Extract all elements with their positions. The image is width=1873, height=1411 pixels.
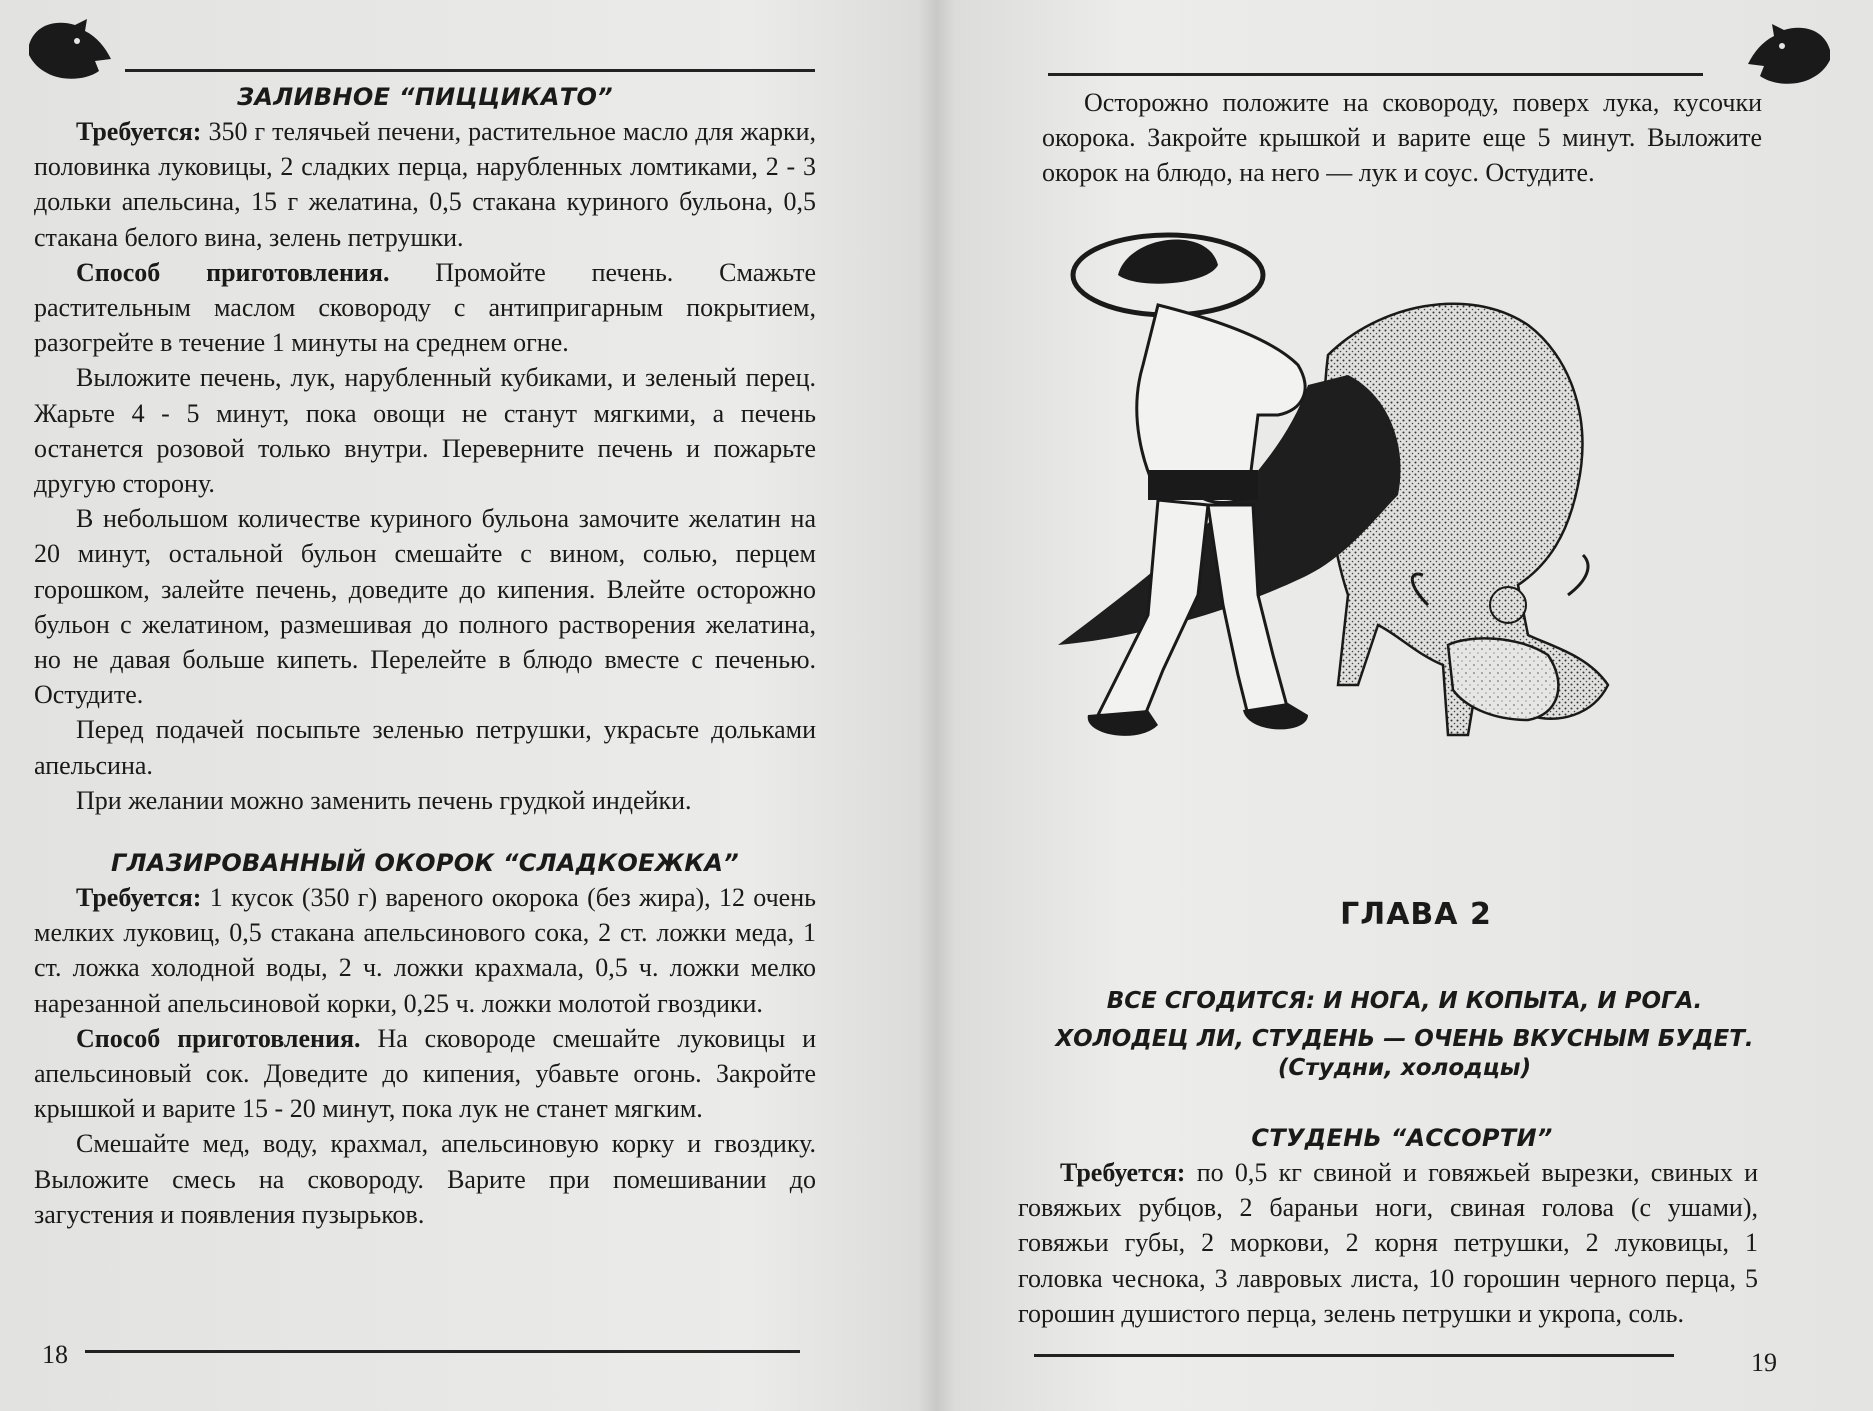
chapter-title-line: ХОЛОДЕЦ ЛИ, СТУДЕНЬ — ОЧЕНЬ ВКУСНЫМ БУДЕТ. [1055, 1026, 1754, 1052]
chapter-title [936, 982, 1873, 1058]
boar-head-icon [25, 15, 115, 85]
left-text-column [34, 80, 816, 1232]
ingredients-paragraph: Требуется: 1 кусок (350 г) вареного окорока (без жира), 12 очень мелких луковиц, 0,5 стакана апельсинового сока, 2 ст. ложки меда, 1 ст. ложка холодной воды, 2 ч. ложки крахмала, 0,5 ч. ложки мелко нарезанной апельсиновой корки, 0,25 ч. ложки молотой гвоздики. [34, 883, 816, 1018]
ingredients-paragraph: Требуется: по 0,5 кг свиной и говяжьей вырезки, свиных и говяжьих рубцов, 2 бараньи ноги, свиная голова (с ушами), говяжьи губы, 2 моркови, 2 корня петрушки, 2 луковицы, 1 головка чеснока, 3 лавровых листа, 10 горошин черного перца, 5 горошин душистого перца, зелень петрушки и укропа, соль. [1018, 1158, 1758, 1328]
boar-head-icon [1744, 20, 1834, 90]
page-number: 18 [42, 1340, 68, 1369]
footer-rule [85, 1350, 800, 1353]
right-text-column-bottom [1018, 1155, 1758, 1331]
header-rule [125, 69, 815, 72]
right-text-column-top [1042, 85, 1762, 191]
body-paragraph: Осторожно положите на сковороду, поверх лука, кусочки окорока. Закройте крышкой и варите еще 5 минут. Выложите окорок на блюдо, на него — лук и соус. Остудите. [1042, 88, 1762, 188]
method-paragraph: Способ приготовления. Промойте печень. Смажьте растительным маслом сковороду с антипригарным покрытием, разогрейте в течение 1 минуты на среднем огне. [34, 257, 816, 358]
body-paragraph: Перед подачей посыпьте зеленью петрушки, украсьте дольками апельсина. [34, 715, 816, 780]
matador-and-bull-illustration [1048, 215, 1768, 865]
ingredients-paragraph: Требуется: 350 г телячьей печени, растительное масло для жарки, половинка луковицы, 2 сладких перца, нарубленных ломтиками, 2 - 3 дольки апельсина, 15 г желатина, 0,5 стакана куриного бульона, 0,5 стакана белого вина, зелень петрушки. [34, 117, 816, 252]
right-page [936, 0, 1873, 1411]
recipe-title: СТУДЕНЬ “АССОРТИ” [1251, 1124, 1553, 1152]
recipe-title: ГЛАЗИРОВАННЫЙ ОКОРОК “СЛАДКОЕЖКА” [111, 849, 739, 878]
page-number: 19 [1751, 1348, 1777, 1377]
chapter-subtitle: (Студни, холодцы) [1277, 1055, 1532, 1081]
header-rule [1048, 73, 1703, 76]
body-paragraph: Выложите печень, лук, нарубленный кубиками, и зеленый перец. Жарьте 4 - 5 минут, пока овощи не станут мягкими, а печень останется розовой только внутри. Переверните печень и пожарьте другую сторону. [34, 363, 816, 499]
recipe-title: ЗАЛИВНОЕ “ПИЦЦИКАТО” [237, 83, 613, 111]
chapter-label: ГЛАВА 2 [1340, 897, 1492, 932]
body-paragraph: Смешайте мед, воду, крахмал, апельсиновую корку и гвоздику. Выложите смесь на сковороду. Варите при помешивании до загустения и появления пузырьков. [34, 1129, 816, 1229]
chapter-title-line: ВСЕ СГОДИТСЯ: И НОГА, И КОПЫТА, И РОГА. [1106, 988, 1703, 1014]
body-paragraph: При желании можно заменить печень грудкой индейки. [76, 785, 692, 815]
footer-rule [1034, 1354, 1674, 1357]
body-paragraph: В небольшом количестве куриного бульона замочите желатин на 20 минут, остальной бульон смешайте с вином, солью, перцем горошком, залейте печень, доведите до кипения. Влейте осторожно бульон с желатином, размешивая до полного растворения желатина, но не давая больше кипеть. Перелейте в блюдо вместе с печенью. Остудите. [34, 504, 816, 710]
method-paragraph: Способ приготовления. На сковороде смешайте луковицы и апельсиновый сок. Доведите до кипения, убавьте огонь. Закройте крышкой и варите 15 - 20 минут, пока лук не станет мягким. [34, 1023, 816, 1124]
left-page [0, 0, 936, 1411]
